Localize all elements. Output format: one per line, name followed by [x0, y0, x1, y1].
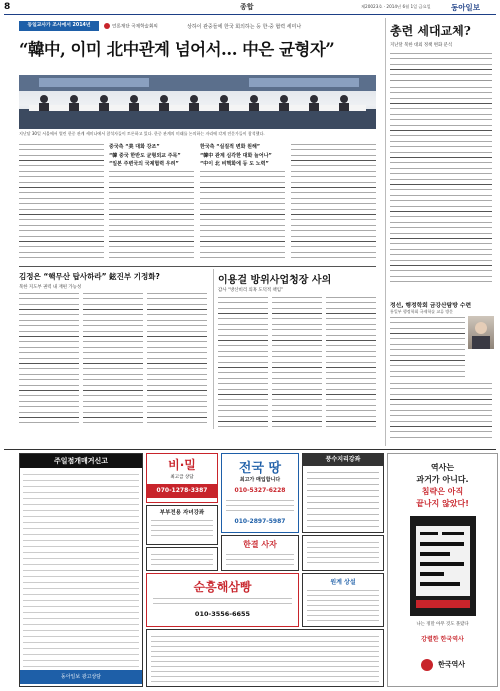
top-headline: “韓中, 이미 北中관계 넘어서… 中은 균형자”: [19, 40, 335, 59]
misc-left-lines: [151, 552, 213, 566]
kicker-text: 동일교사가 조사에서 2014년: [27, 23, 91, 28]
bimil-title: 비·밀: [168, 458, 196, 472]
ads-rule: [4, 449, 496, 450]
bubu-title: 부부전용 자녀강좌: [159, 510, 205, 516]
right-bottom-col-3: [326, 296, 376, 427]
pungsu-title: 풍수지리강좌: [303, 454, 383, 466]
subhead-2: “韓 중국 한반도 균형외교 주목”: [109, 153, 181, 159]
left-bottom-headline: 김정은 “핵무산 탑사하라” 鉉진부 기정화?: [19, 272, 160, 281]
wongye-title: 원계 상설: [330, 579, 356, 586]
bimil-sub: 최고급 상담: [170, 475, 194, 480]
panel-photo: [19, 75, 376, 129]
misc-right-lines: [307, 540, 379, 566]
subhead-4: 한국측 “실질적 변화 원해”: [200, 144, 261, 150]
history-line-2: 과거가 아니다.: [416, 475, 469, 484]
body-column-4: [291, 143, 376, 261]
sidebar-body-1: [390, 86, 492, 286]
sidebar-body-2: [390, 316, 465, 378]
top-story-body: [19, 143, 376, 261]
book-caption: 강렬한 한국역사: [421, 636, 464, 643]
sungwon-phone: 010-3556-6655: [194, 610, 251, 618]
body-column-1: [19, 143, 104, 261]
pungsu-lines: [307, 470, 379, 528]
mid-rule: [19, 266, 376, 267]
paper-name: 동아일보: [451, 3, 480, 12]
wongye-lines: [307, 588, 379, 622]
sidebar-bottom-head: 정선, 행정학회 금강산탐방 수련: [390, 303, 472, 309]
left-bottom-col-3: [147, 292, 207, 427]
classified-title: [20, 454, 142, 468]
subhead-5: “韓中 관계 심각한 대화 늘어나”: [200, 153, 272, 159]
portrait-illustration: [468, 316, 494, 349]
publisher-name: 한국역사: [438, 660, 466, 669]
jeonguk-lines: [226, 498, 294, 514]
history-line-4: 끝나지 않았다!: [416, 499, 469, 508]
sponsor-label: [104, 23, 158, 30]
issue-info: 제20023호 · 2014년 6월 1일 금요일: [361, 4, 431, 9]
left-bottom-col-2: [83, 292, 143, 427]
ad-bubu: [146, 505, 218, 545]
right-bottom-headline: 이용걸 방위사업청장 사의: [218, 275, 332, 286]
classified-ad-left: [19, 453, 143, 687]
sponsor-text: 언론재단 국제학술회의: [112, 24, 158, 30]
ad-pungsu: [302, 453, 384, 533]
right-bottom-subhead: 감사 “방산비리 의혹 도덕적 책임”: [218, 288, 284, 293]
ad-hangyeol: [221, 535, 299, 571]
subhead-1: 중국측 “美 대화 강조”: [109, 144, 160, 150]
sidebar-intro: [390, 52, 492, 76]
ad-wongye: [302, 573, 384, 627]
book-cover: [410, 516, 476, 616]
subhead-6: “中이 北 비핵화에 등 도 노력”: [200, 161, 269, 167]
left-bottom-subhead: 북한 지도부 권력 내 재편 가능성: [19, 285, 82, 290]
sungwon-title: 순흥해삼빵: [193, 580, 252, 594]
sponsor-logo-icon: [104, 23, 110, 29]
ad-bottom-strip: [146, 629, 384, 687]
right-bottom-col-1: [218, 296, 268, 427]
section-name: 종합: [240, 3, 254, 11]
sidebar-rule: [390, 80, 492, 81]
page-number: 8: [4, 2, 11, 12]
classified-listing: [23, 472, 139, 668]
bimil-phone: 070-1278-3387: [147, 484, 217, 498]
bottom-strip-lines: [151, 634, 379, 682]
jeonguk-title: 전국 땅: [238, 461, 282, 476]
hangyeol-title: 한결 사자: [243, 540, 277, 549]
body-column-3: [200, 170, 285, 261]
ad-history-book: [387, 453, 498, 687]
ad-misc-right: [302, 535, 384, 571]
hangyeol-lines: [226, 552, 294, 566]
classified-footer-text: 동아일보 광고상담: [60, 674, 102, 680]
classified-title-text: 주일점개매거신고: [53, 457, 109, 465]
ad-bimil: [146, 453, 218, 503]
sidebar-body-3: [390, 382, 492, 442]
sidebar-divider: [385, 18, 386, 446]
photo-caption: 지난달 30일 서울에서 열린 한중 관계 세미나에서 참석자들이 토론하고 있다. 한중 관계의 미래를 논의하는 자리에 각계 전문가들이 참석했다.: [19, 131, 265, 136]
publisher-logo-icon: [421, 659, 433, 671]
book-note: 나는 정말 아무 것도 몰랐다: [416, 622, 469, 627]
book-cover-illustration: [410, 516, 476, 616]
ad-sungwon: [146, 573, 299, 627]
sidebar-portrait: [468, 316, 494, 349]
history-line-1: 역사는: [430, 463, 455, 472]
ad-misc-left: [146, 547, 218, 571]
jeonguk-phone: 010-5327-6228: [234, 487, 286, 494]
ad-jeonguk: [221, 453, 299, 533]
panel-photo-illustration: [19, 75, 376, 129]
header-rule: [4, 14, 496, 15]
body-column-2: [109, 170, 194, 261]
subhead-3: “일본 주변국의 국제협력 우려”: [109, 161, 179, 167]
bubu-lines: [151, 518, 213, 540]
jeonguk-phone-2: 010-2897-5987: [234, 518, 286, 525]
kicker-right: 상하이 관중들에 한국 회의하는 등 한·중 협력 세미나: [187, 24, 302, 30]
kicker-badge: [19, 21, 99, 31]
right-bottom-col-2: [272, 296, 322, 427]
book-publisher: [410, 654, 476, 678]
classified-footer: [20, 670, 142, 684]
left-bottom-col-1: [19, 292, 79, 427]
jeonguk-sub: 최고가 매입합니다: [239, 477, 281, 483]
sidebar-bottom-note: 통일부 행정학회 국제학술 교류 방문: [390, 309, 454, 314]
sungwon-lines: [153, 596, 292, 608]
sidebar-title: 총련 세대교체?: [390, 24, 471, 38]
history-line-3: 침략은 아직: [421, 487, 464, 496]
bottom-story-divider: [213, 269, 214, 429]
sidebar-subtitle: 지난달 북한 대외 정책 변화 분석: [390, 43, 453, 48]
